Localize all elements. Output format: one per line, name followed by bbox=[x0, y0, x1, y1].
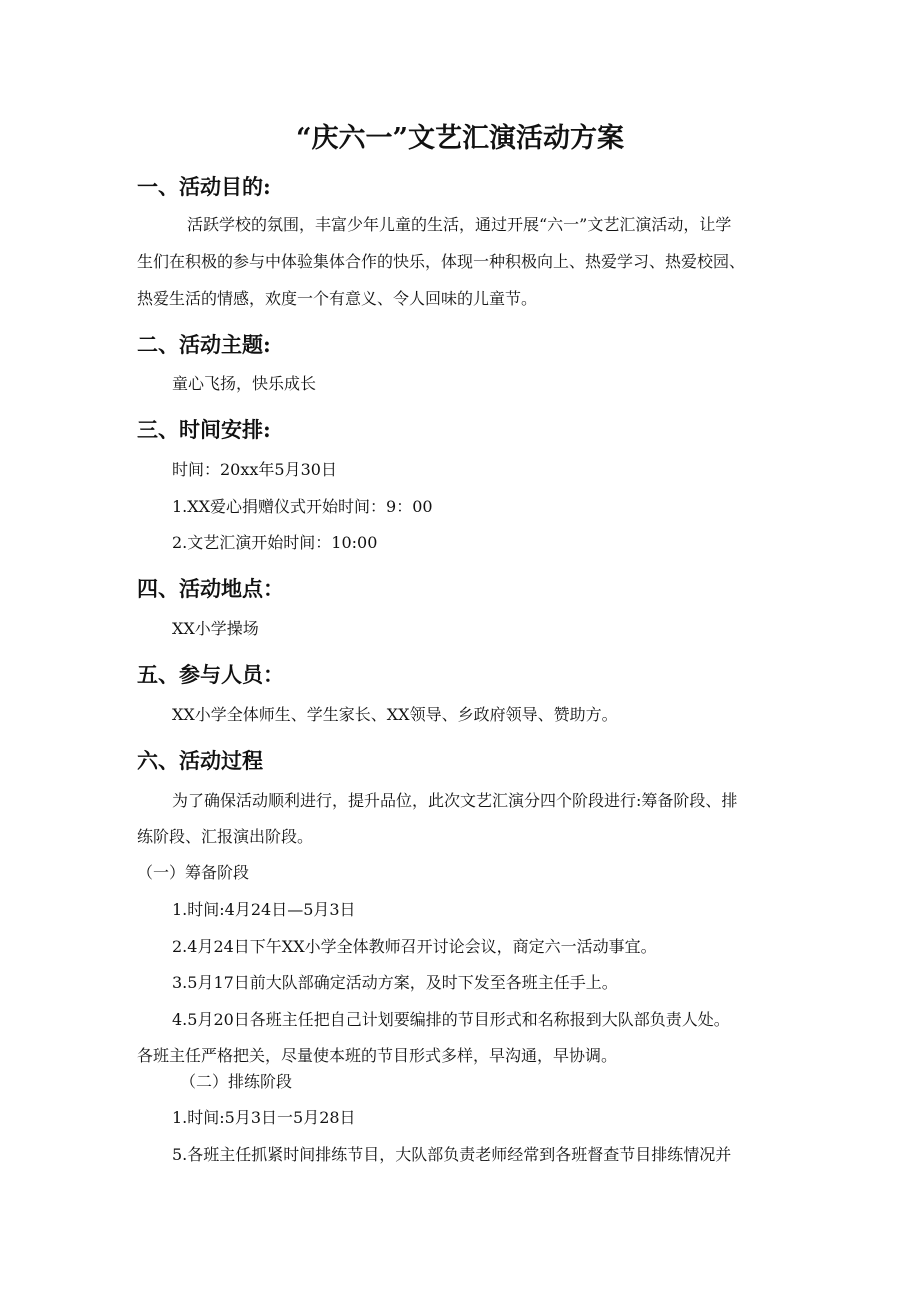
preparation-item: 各班主任严格把关，尽量使本班的节目形式多样，早沟通，早协调。 bbox=[137, 1046, 618, 1065]
location-text: XX小学操场 bbox=[172, 619, 259, 638]
section-heading-location: 四、活动地点： bbox=[137, 576, 284, 601]
rehearsal-item: 5.各班主任抓紧时间排练节目，大队部负责老师经常到各班督查节目排练情况并 bbox=[172, 1145, 732, 1164]
purpose-line: 活跃学校的氛围，丰富少年儿童的生活，通过开展“六一”文艺汇演活动，让学 bbox=[187, 215, 732, 234]
process-intro-line: 为了确保活动顺利进行，提升品位，此次文艺汇演分四个阶段进行:筹备阶段、排 bbox=[172, 791, 738, 810]
participants-text: XX小学全体师生、学生家长、XX领导、乡政府领导、赞助方。 bbox=[172, 705, 618, 724]
document-title: “庆六一”文艺汇演活动方案 bbox=[295, 123, 625, 154]
schedule-line: 2.文艺汇演开始时间：10:00 bbox=[172, 533, 378, 552]
preparation-item: 2.4月24日下午XX小学全体教师召开讨论会议，商定六一活动事宜。 bbox=[172, 937, 657, 956]
schedule-line: 时间：20xx年5月30日 bbox=[172, 460, 337, 479]
stage-label-rehearsal: （二）排练阶段 bbox=[180, 1072, 293, 1091]
preparation-item: 3.5月17日前大队部确定活动方案，及时下发至各班主任手上。 bbox=[172, 973, 618, 992]
purpose-line: 生们在积极的参与中体验集体合作的快乐，体现一种积极向上、热爱学习、热爱校园、 bbox=[137, 252, 746, 271]
schedule-line: 1.XX爱心捐赠仪式开始时间：9：00 bbox=[172, 497, 433, 516]
purpose-line: 热爱生活的情感，欢度一个有意义、令人回味的儿童节。 bbox=[137, 289, 538, 308]
theme-text: 童心飞扬，快乐成长 bbox=[172, 374, 317, 393]
section-heading-purpose: 一、活动目的: bbox=[137, 174, 271, 199]
stage-label-preparation: （一）筹备阶段 bbox=[137, 863, 250, 882]
section-heading-schedule: 三、时间安排: bbox=[137, 417, 271, 442]
preparation-item: 1.时间:4月24日—5月3日 bbox=[172, 900, 356, 919]
section-heading-theme: 二、活动主题: bbox=[137, 332, 271, 357]
section-heading-process: 六、活动过程 bbox=[137, 748, 263, 773]
process-intro-line: 练阶段、汇报演出阶段。 bbox=[137, 827, 314, 846]
preparation-item: 4.5月20日各班主任把自己计划要编排的节目形式和名称报到大队部负责人处。 bbox=[172, 1010, 730, 1029]
section-heading-participants: 五、参与人员： bbox=[137, 662, 284, 687]
rehearsal-item: 1.时间:5月3日一5月28日 bbox=[172, 1108, 356, 1127]
